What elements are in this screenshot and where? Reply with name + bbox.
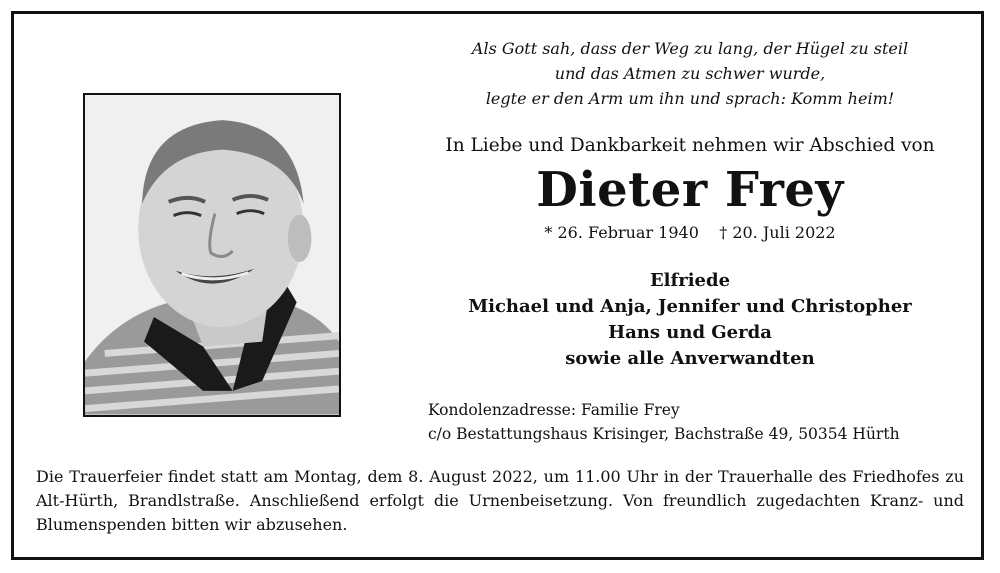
condolence-address <box>428 398 900 446</box>
mourners-list <box>410 268 970 372</box>
mourner-line: Elfriede <box>649 270 731 291</box>
poem-line: legte er den Arm um ihn und sprach: Komm heim! <box>485 89 895 108</box>
intro-text: In Liebe und Dankbarkeit nehmen wir Abschied von <box>445 135 935 156</box>
address-line: Kondolenzadresse: Familie Frey <box>428 401 680 419</box>
mourner-line: Michael und Anja, Jennifer und Christopher <box>468 296 912 317</box>
poem-line: und das Atmen zu schwer wurde, <box>554 64 826 83</box>
portrait-photo <box>83 93 341 417</box>
mourner-line: sowie alle Anverwandten <box>565 348 815 369</box>
poem-line: Als Gott sah, dass der Weg zu lang, der Hügel zu steil <box>471 39 909 58</box>
ceremony-info: Die Trauerfeier findet statt am Montag, dem 8. August 2022, um 11.00 Uhr in der Trauerhalle des Friedhofes zu Alt-Hürth, Brandlstraße. Anschließend erfolgt die Urnenbeisetzung. Von freundlich zugedachten Kranz- und Blumenspenden bitten wir abzusehen. <box>36 467 964 534</box>
life-dates: * 26. Februar 1940 † 20. Juli 2022 <box>544 223 836 242</box>
mourner-line: Hans und Gerda <box>608 322 772 343</box>
poem <box>410 36 970 111</box>
deceased-name: Dieter Frey <box>536 162 844 218</box>
address-line: c/o Bestattungshaus Krisinger, Bachstraße 49, 50354 Hürth <box>428 425 900 443</box>
